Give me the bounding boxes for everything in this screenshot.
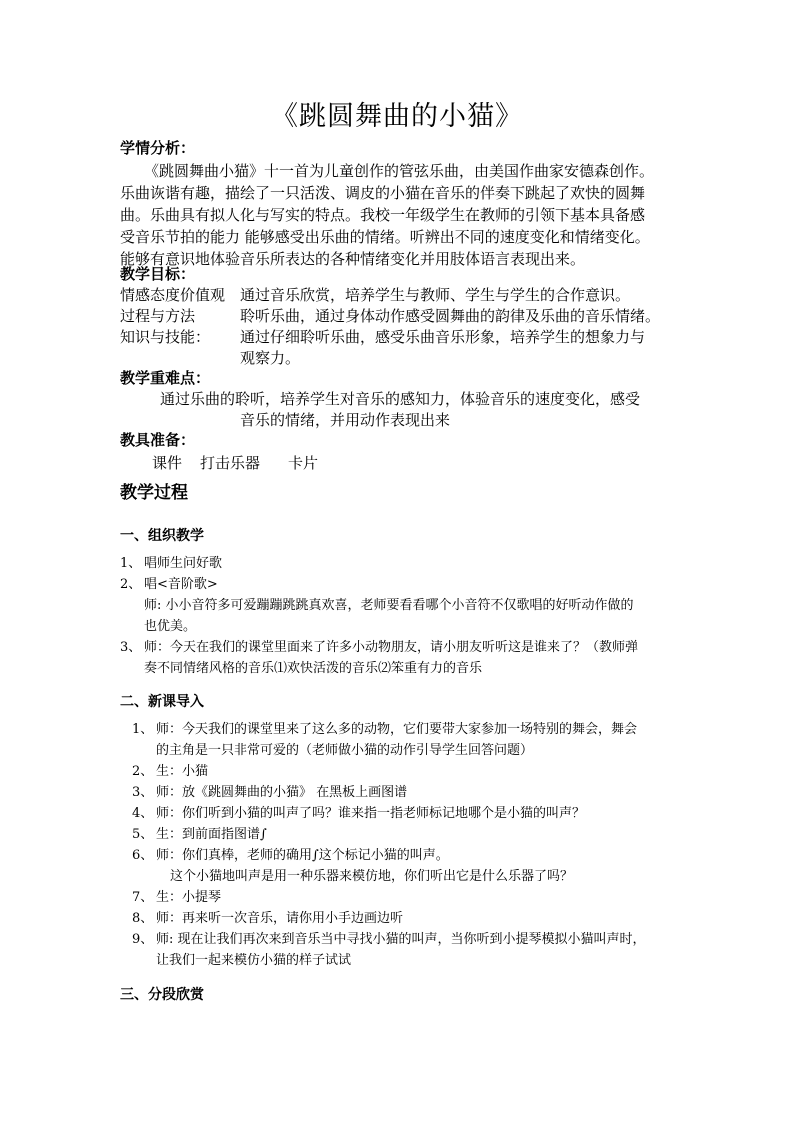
analysis-line: 受音乐节拍的能力 能够感受出乐曲的情绪。听辨出不同的速度变化和情绪变化。 [120, 228, 650, 246]
section-heading: 三、分段欣赏 [120, 987, 204, 1003]
goal-label: 知识与技能： [120, 328, 211, 346]
item-text: 师：你们真棒，老师的确用∫这个标记小猫的叫声。 [156, 848, 449, 863]
analysis-line: 能够有意识地体验音乐所表达的各种情绪变化并用肢体语言表现出来。 [120, 250, 586, 268]
goal-text: 通过仔细聆听乐曲，感受乐曲音乐形象，培养学生的想象力与 [240, 328, 646, 346]
process-heading: 教学过程 [120, 483, 188, 503]
item-text: 也优美。 [144, 619, 197, 634]
item-text: 唱<音阶歌> [144, 577, 218, 592]
item-number: 5、 [132, 827, 154, 842]
goals-heading: 教学目标： [120, 265, 196, 283]
item-text: 奏不同情绪风格的音乐⑴欢快活泼的音乐⑵笨重有力的音乐 [144, 661, 483, 676]
item-number: 9、 [132, 932, 154, 947]
tool-item: 卡片 [288, 454, 319, 472]
item-text: 师: 现在让我们再次来到音乐当中寻找小猫的叫声，当你听到小提琴模拟小猫叫声时， [156, 932, 646, 947]
goal-text: 通过音乐欣赏，培养学生与教师、学生与学生的合作意识。 [240, 286, 631, 304]
key-points-heading: 教学重难点： [120, 369, 211, 387]
item-number: 4、 [132, 806, 154, 821]
item-number: 1、 [120, 556, 142, 571]
item-text: 师：再来听一次音乐，请你用小手边画边听 [156, 911, 404, 926]
item-text: 师：放《跳圆舞曲的小猫》 在黑板上画图谱 [156, 785, 408, 800]
section-heading: 二、新课导入 [120, 694, 204, 710]
page-title: 《跳圆舞曲的小猫》 [271, 101, 523, 132]
analysis-line: 《跳圆舞曲小猫》十一首为儿童创作的管弦乐曲，由美国作曲家安德森创作。 [144, 162, 655, 180]
item-text: 生：小提琴 [156, 890, 222, 905]
item-text: 师: 小小音符多可爱蹦蹦跳跳真欢喜，老师要看看哪个小音符不仅歌唱的好听动作做的 [144, 598, 634, 613]
item-number: 2、 [132, 764, 154, 779]
tool-item: 课件 [152, 454, 183, 472]
key-points-line: 通过乐曲的聆听，培养学生对音乐的感知力，体验音乐的速度变化，感受 [160, 390, 641, 408]
item-text: 的主角是一只非常可爱的（老师做小猫的动作引导学生回答问题） [156, 743, 534, 758]
item-text: 师：你们听到小猫的叫声了吗？谁来指一指老师标记地哪个是小猫的叫声？ [156, 806, 586, 821]
analysis-line: 乐曲诙谐有趣，描绘了一只活泼、调皮的小猫在音乐的伴奏下跳起了欢快的圆舞 [120, 184, 646, 202]
item-number: 7、 [132, 890, 154, 905]
goal-label: 情感态度价值观 [120, 286, 226, 304]
item-text: 师：今天我们的课堂里来了这么多的动物，它们要带大家参加一场特别的舞会，舞会 [156, 722, 638, 737]
goal-text: 聆听乐曲，通过身体动作感受圆舞曲的韵律及乐曲的音乐情绪。 [240, 307, 661, 325]
item-number: 6、 [132, 848, 154, 863]
item-text: 师：今天在我们的课堂里面来了许多小动物朋友，请小朋友听听这是谁来了？（教师弹 [144, 640, 639, 655]
goal-text-continued: 观察力。 [240, 349, 301, 367]
item-text: 生：小猫 [156, 764, 209, 779]
item-number: 3、 [132, 785, 154, 800]
analysis-heading: 学情分析： [120, 139, 196, 157]
item-number: 3、 [120, 640, 142, 655]
item-text: 这个小猫地叫声是用一种乐器来模仿地，你们听出它是什么乐器了吗？ [170, 869, 574, 884]
goal-label: 过程与方法 [120, 307, 196, 325]
item-number: 2、 [120, 577, 142, 592]
item-text: 让我们一起来模仿小猫的样子试试 [156, 953, 352, 968]
analysis-line: 曲。乐曲具有拟人化与写实的特点。我校一年级学生在教师的引领下基本具备感 [120, 206, 646, 224]
key-points-line: 音乐的情绪，并用动作表现出来 [240, 411, 451, 429]
tools-heading: 教具准备： [120, 431, 196, 449]
item-number: 1、 [132, 722, 154, 737]
item-text: 生：到前面指图谱∫ [156, 827, 267, 842]
tool-item: 打击乐器 [200, 454, 261, 472]
section-heading: 一、组织教学 [120, 528, 204, 544]
item-number: 8、 [132, 911, 154, 926]
item-text: 唱师生问好歌 [144, 556, 223, 571]
